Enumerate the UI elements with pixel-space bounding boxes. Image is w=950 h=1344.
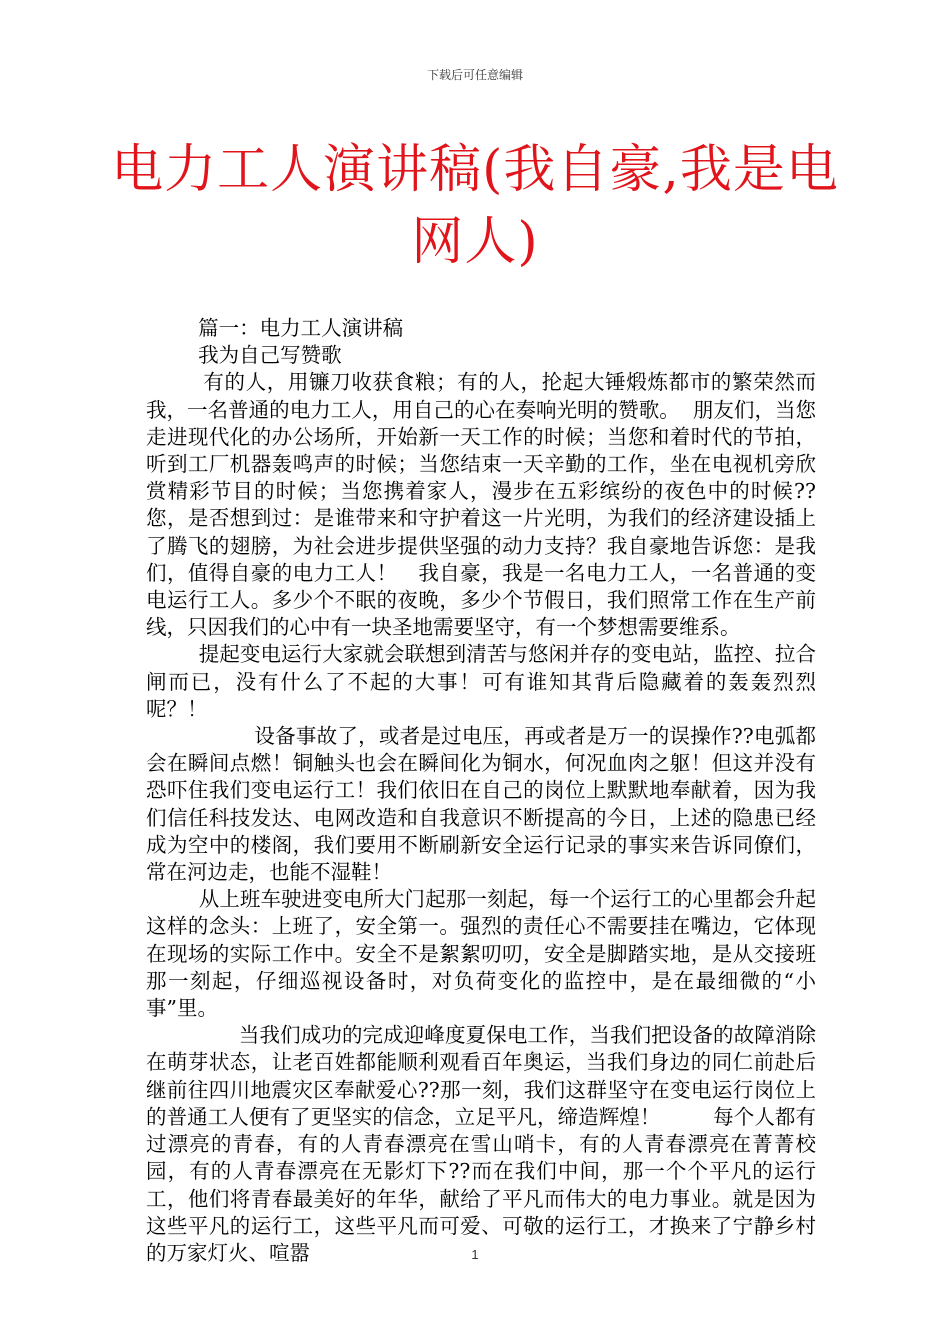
paragraph: 篇一：电力工人演讲稿 bbox=[146, 316, 404, 340]
body-text bbox=[146, 315, 816, 1267]
paragraph: 设备事故了，或者是过电压，再或者是万一的误操作??电弧都会在瞬间点燃！铜触头也会在瞬间化为铜水，何况血肉之躯！但这并没有恐吓住我们变电运行工！我们依旧在自己的岗位上默默地奉献着，因为我们信任科技发达、电网改造和自我意识不断提高的今日，上述的隐患已经成为空中的楼阁，我们要用不断刷新安全运行记录的事实来告诉同僚们，常在河边走，也能不湿鞋！ bbox=[146, 724, 816, 885]
page-number: 1 bbox=[471, 1247, 479, 1262]
paragraph: 有的人，用镰刀收获食粮；有的人，抡起大锤煅炼都市的繁荣然而我，一名普通的电力工人，用自己的心在奏响光明的赞歌。 朋友们，当您走进现代化的办公场所，开始新一天工作的时候；当您和着时代的节拍，听到工厂机器轰鸣声的时候；当您结束一天辛勤的工作，坐在电视机旁欣赏精彩节目的时候；当您携着家人，漫步在五彩缤纷的夜色中的时候??您，是否想到过：是谁带来和守护着这一片光明，为我们的经济建设插上了腾飞的翅膀，为社会进步提供坚强的动力支持？我自豪地告诉您：是我们，值得自豪的电力工人！ 我自豪，我是一名电力工人，一名普通的变电运行工人。多少个不眠的夜晚，多少个节假日，我们照常工作在生产前线，只因我们的心中有一块圣地需要坚守，有一个梦想需要维系。 bbox=[146, 370, 816, 640]
paragraph: 当我们成功的完成迎峰度夏保电工作，当我们把设备的故障消除在萌芽状态，让老百姓都能顺利观看百年奥运，当我们身边的同仁前赴后继前往四川地震灾区奉献爱心??那一刻，我们这群坚守在变电运行岗位上的普通工人便有了更坚实的信念，立足平凡，缔造辉煌！ 每个人都有过漂亮的青春，有的人青春漂亮在雪山哨卡，有的人青春漂亮在菁菁校园，有的人青春漂亮在无影灯下??而在我们中间，那一个个平凡的运行工，他们将青春最美好的年华，献给了平凡而伟大的电力事业。就是因为这些平凡的运行工，这些平凡而可爱、可敬的运行工，才换来了宁静乡村的万家灯火、喧嚣 bbox=[146, 1023, 816, 1265]
paragraph: 提起变电运行大家就会联想到清苦与悠闲并存的变电站，监控、拉合闸而已，没有什么了不起的大事！可有谁知其背后隐藏着的轰轰烈烈呢？！ bbox=[146, 642, 816, 721]
header-note: 下载后可任意编辑 bbox=[426, 68, 523, 82]
paragraph: 我为自己写赞歌 bbox=[146, 343, 342, 368]
paragraph: 从上班车驶进变电所大门起那一刻起，每一个运行工的心里都会升起这样的念头：上班了，安全第一。强烈的责任心不需要挂在嘴边，它体现在现场的实际工作中。安全不是絮絮叨叨，安全是脚踏实地，是从交接班那一刻起，仔细巡视设备时，对负荷变化的监控中，是在最细微的“小事”里。 bbox=[146, 887, 816, 1021]
document-title: 电力工人演讲稿(我自豪,我是电网人) bbox=[111, 140, 839, 272]
